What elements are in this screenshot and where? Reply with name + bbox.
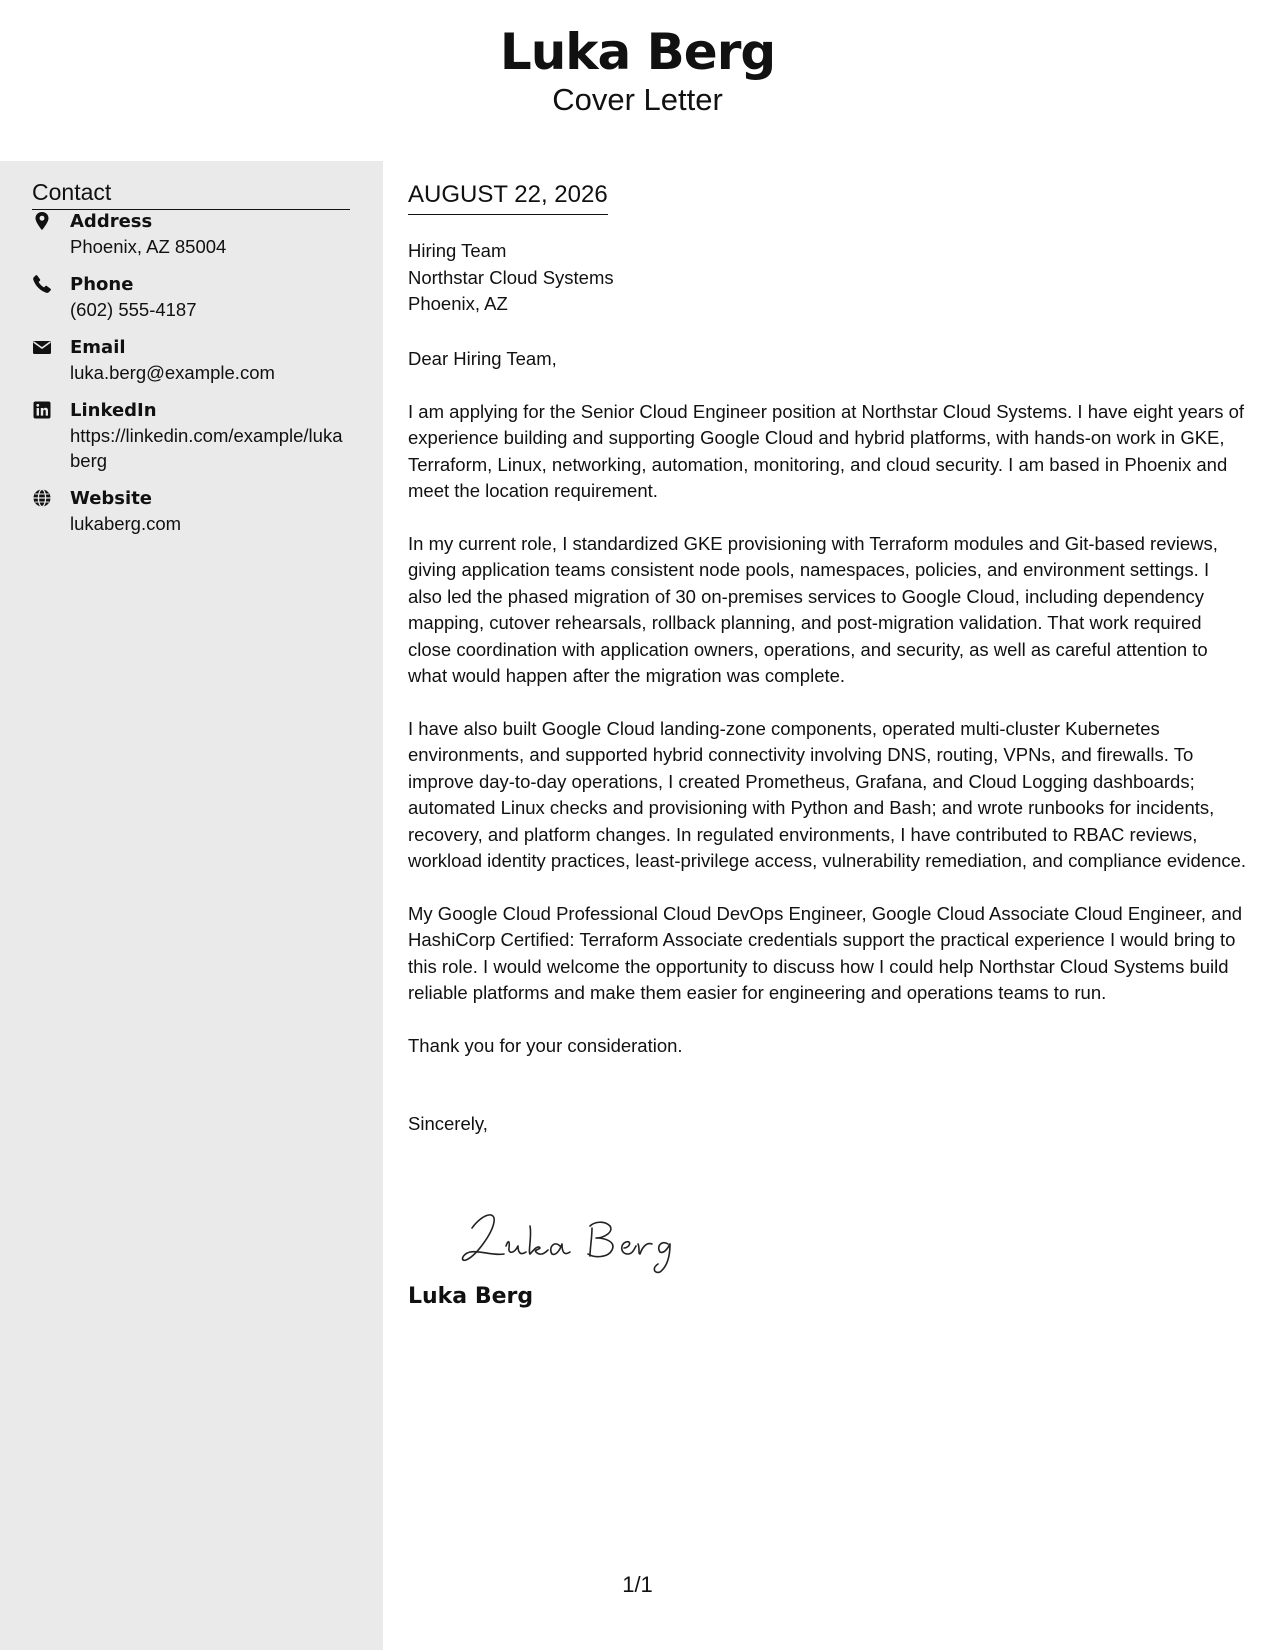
contact-value[interactable]: lukaberg.com bbox=[70, 513, 182, 534]
sign-off: Sincerely, bbox=[408, 1113, 488, 1135]
contact-label: Email bbox=[70, 337, 126, 358]
letter-paragraph: My Google Cloud Professional Cloud DevOps Engineer, Google Cloud Associate Cloud Engineer, and HashiCorp Certified: Terraform Associate credentials support the practical experience I would bring to this role. I would welcome the opportunity to discuss how I could help Northstar Cloud Systems build reliable platforms and make them easier for engineering and operations teams to run. bbox=[408, 902, 1243, 1004]
handwritten-signature bbox=[454, 1196, 694, 1286]
contact-sidebar bbox=[0, 161, 383, 1650]
globe-icon bbox=[32, 488, 52, 508]
linkedin-icon bbox=[32, 400, 52, 420]
contact-label: Phone bbox=[70, 274, 134, 295]
letter-date: AUGUST 22, 2026 bbox=[408, 180, 608, 215]
letter-paragraph: I have also built Google Cloud landing-zone components, operated multi-cluster Kubernetes environments, and supported hybrid connectivity involving DNS, routing, VPNs, and firewalls. To improve day-to-day operations, I created Prometheus, Grafana, and Cloud Logging dashboards; automated Linux checks and provisioning with Python and Bash; and wrote runbooks for incidents, recovery, and platform changes. In regulated environments, I have contributed to RBAC reviews, workload identity practices, least-privilege access, vulnerability remediation, and compliance evidence. bbox=[408, 717, 1247, 871]
recipient-line: Phoenix, AZ bbox=[408, 293, 508, 314]
applicant-name: Luka Berg bbox=[499, 23, 776, 81]
contact-value: luka.berg@example.com bbox=[70, 362, 275, 383]
contact-heading: Contact bbox=[32, 177, 350, 210]
signer-name: Luka Berg bbox=[408, 1284, 534, 1309]
contact-value: Phoenix, AZ 85004 bbox=[70, 236, 227, 257]
envelope-icon bbox=[32, 337, 52, 357]
page-number: 1/1 bbox=[622, 1572, 653, 1597]
contact-value[interactable]: https://linkedin.com/example/lukaberg bbox=[70, 425, 343, 471]
recipient-line: Hiring Team bbox=[408, 240, 507, 261]
contact-label: Address bbox=[70, 211, 153, 232]
phone-icon bbox=[32, 274, 52, 294]
closing-line: Thank you for your consideration. bbox=[408, 1035, 683, 1057]
letter-paragraph: I am applying for the Senior Cloud Engineer position at Northstar Cloud Systems. I have eight years of experience building and supporting Google Cloud and hybrid platforms, with hands-on work in GKE, Terraform, Linux, networking, automation, monitoring, and cloud security. I am based in Phoenix and meet the location requirement. bbox=[408, 400, 1245, 502]
contact-value: (602) 555-4187 bbox=[70, 299, 197, 320]
letter-paragraph: In my current role, I standardized GKE provisioning with Terraform modules and Git-based reviews, giving application teams consistent node pools, namespaces, policies, and environment settings. I also led the phased migration of 30 on-premises services to Google Cloud, including dependency mapping, cutover rehearsals, rollback planning, and post-migration validation. That work required close coordination with application owners, operations, and security, as well as careful attention to what would happen after the migration was complete. bbox=[408, 533, 1218, 687]
recipient-line: Northstar Cloud Systems bbox=[408, 266, 614, 288]
map-pin-icon bbox=[32, 211, 52, 231]
document-title: Cover Letter bbox=[552, 82, 723, 117]
letter-text bbox=[408, 346, 1248, 1164]
page-header bbox=[0, 0, 1275, 161]
salutation: Dear Hiring Team, bbox=[408, 348, 557, 369]
contact-label: Website bbox=[70, 488, 153, 509]
recipient-block bbox=[408, 238, 614, 318]
contact-label: LinkedIn bbox=[70, 400, 157, 421]
